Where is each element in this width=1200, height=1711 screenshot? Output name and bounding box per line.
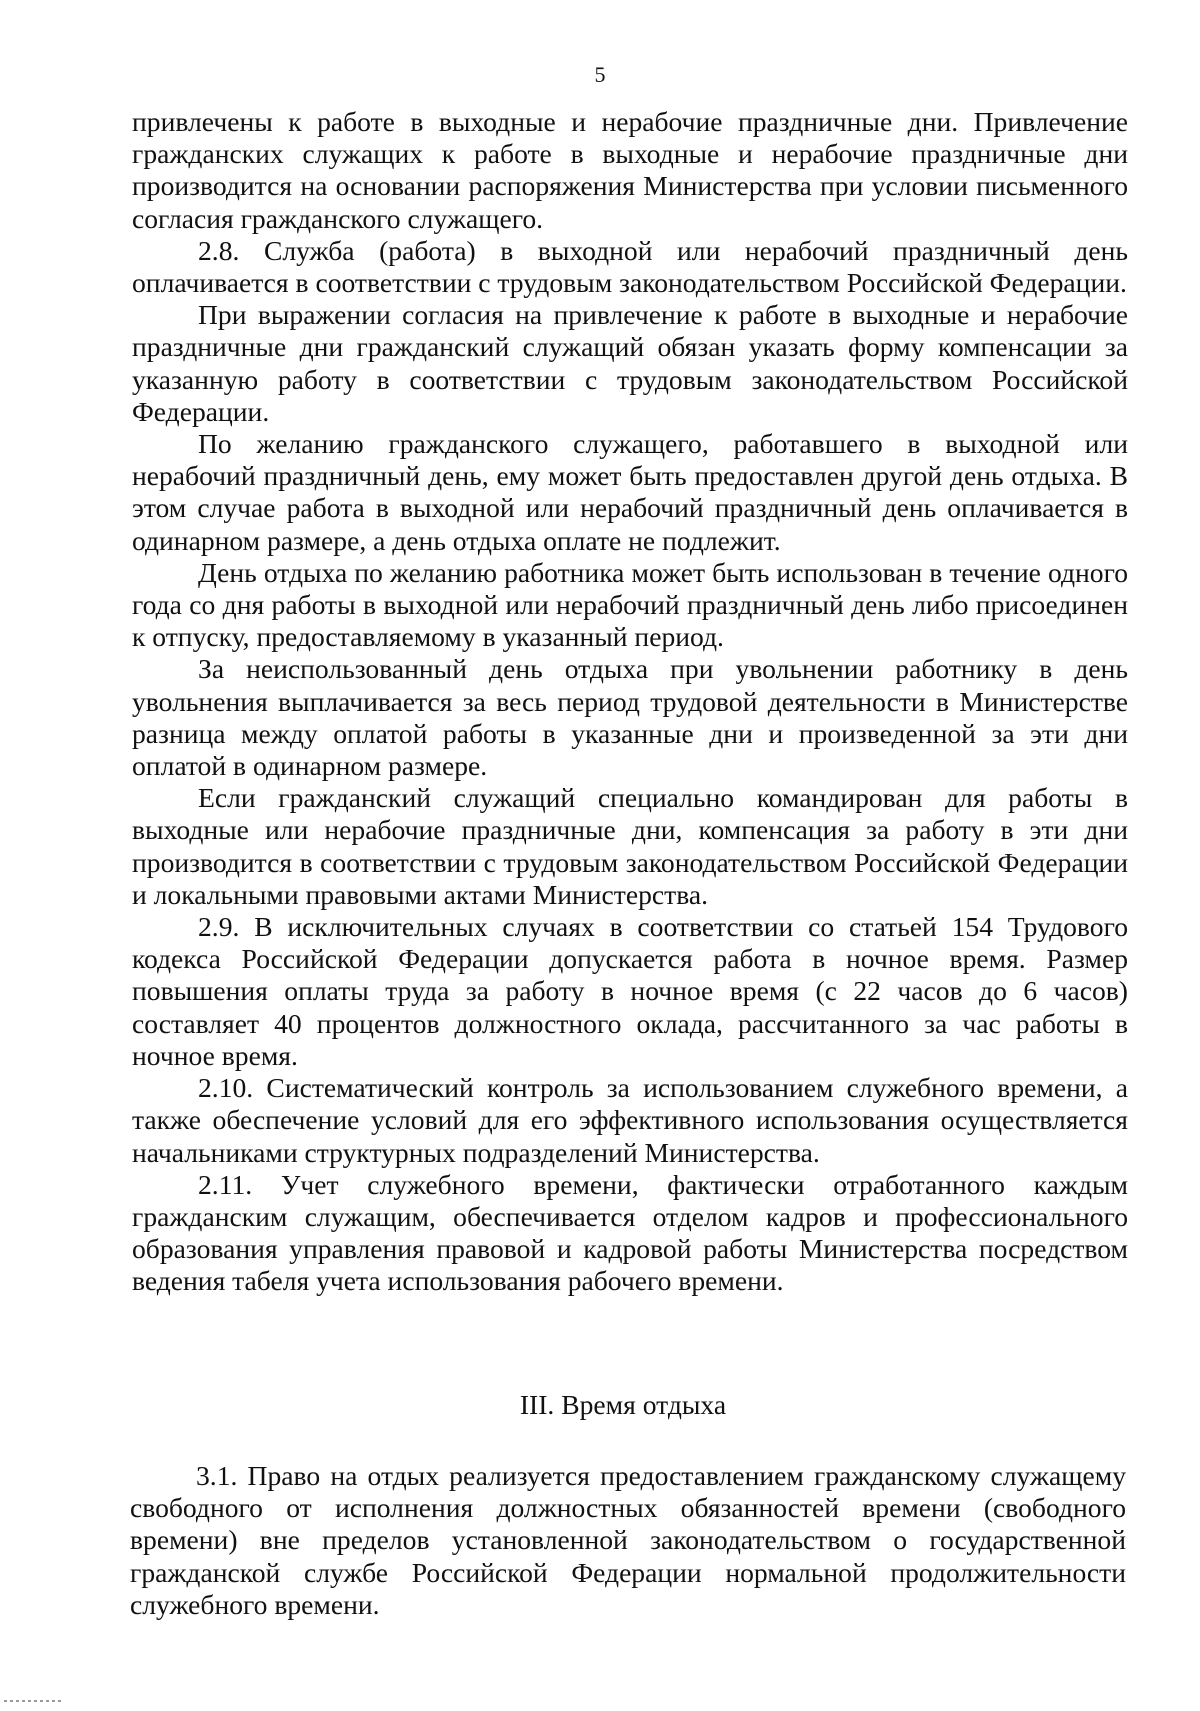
paragraph-continuation: привлечены к работе в выходные и нерабочие праздничные дни. Привлечение гражданских служащих к работе в выходные и нерабочие праздничные дни производится на основании распоряжения Министерства при условии письменного согласия гражданского служащего. xyxy=(132,106,1128,234)
body-text xyxy=(132,106,1128,1298)
paragraph-2-9: 2.9. В исключительных случаях в соответствии со статьей 154 Трудового кодекса Российской Федерации допускается работа в ночное время. Размер повышения оплаты труда за работу в ночное время (с 22 часов до 6 часов) составляет 40 процентов должностного оклада, рассчитанного за час работы в ночное время. xyxy=(132,911,1128,1071)
paragraph-2-10: 2.10. Систематический контроль за использованием служебного времени, а также обеспечение условий для его эффективного использования осуществляется начальниками структурных подразделений Министерства. xyxy=(132,1072,1128,1168)
scan-artifact-mark xyxy=(4,1700,64,1702)
paragraph-day-off-request: По желанию гражданского служащего, работавшего в выходной или нерабочий праздничный день, ему может быть предоставлен другой день отдыха. В этом случае работа в выходной или нерабочий праздничный день оплачивается в одинарном размере, а день отдыха оплате не подлежит. xyxy=(132,428,1128,556)
section-text xyxy=(130,1460,1126,1621)
page-number: 5 xyxy=(594,62,606,87)
paragraph-day-off-usage: День отдыха по желанию работника может быть использован в течение одного года со дня работы в выходной или нерабочий праздничный день либо присоединен к отпуску, предоставляемому в указанный период. xyxy=(132,556,1128,653)
paragraph-consent: При выражении согласия на привлечение к работе в выходные и нерабочие праздничные дни гражданский служащий обязан указать форму компенсации за указанную работу в соответствии с трудовым законодательством Российской Федерации. xyxy=(132,299,1128,427)
section-heading: III. Время отдыха xyxy=(519,1389,727,1420)
paragraph-2-11: 2.11. Учет служебного времени, фактически отработанного каждым гражданским служащим, обеспечивается отделом кадров и профессионального образования управления правовой и кадровой работы Министерства посредством ведения табеля учета использования рабочего времени. xyxy=(132,1168,1128,1297)
paragraph-unused-day-off: За неиспользованный день отдыха при увольнении работнику в день увольнения выплачивается за весь период трудовой деятельности в Министерстве разница между оплатой работы в указанные дни и произведенной за эти дни оплатой в одинарном размере. xyxy=(132,653,1128,782)
paragraph-2-8: 2.8. Служба (работа) в выходной или нерабочий праздничный день оплачивается в соответствии с трудовым законодательством Российской Федерации. xyxy=(132,234,1128,299)
paragraph-business-trip: Если гражданский служащий специально командирован для работы в выходные или нерабочие праздничные дни, компенсация за работу в эти дни производится в соответствии с трудовым законодательством Российской Федерации и локальными правовыми актами Министерства. xyxy=(132,782,1128,910)
paragraph-3-1: 3.1. Право на отдых реализуется предоставлением гражданскому служащему свободного от исполнения должностных обязанностей времени (свободного времени) вне пределов установленной законодательством о государственной гражданской службе Российской Федерации нормальной продолжительности служебного времени. xyxy=(130,1460,1126,1620)
